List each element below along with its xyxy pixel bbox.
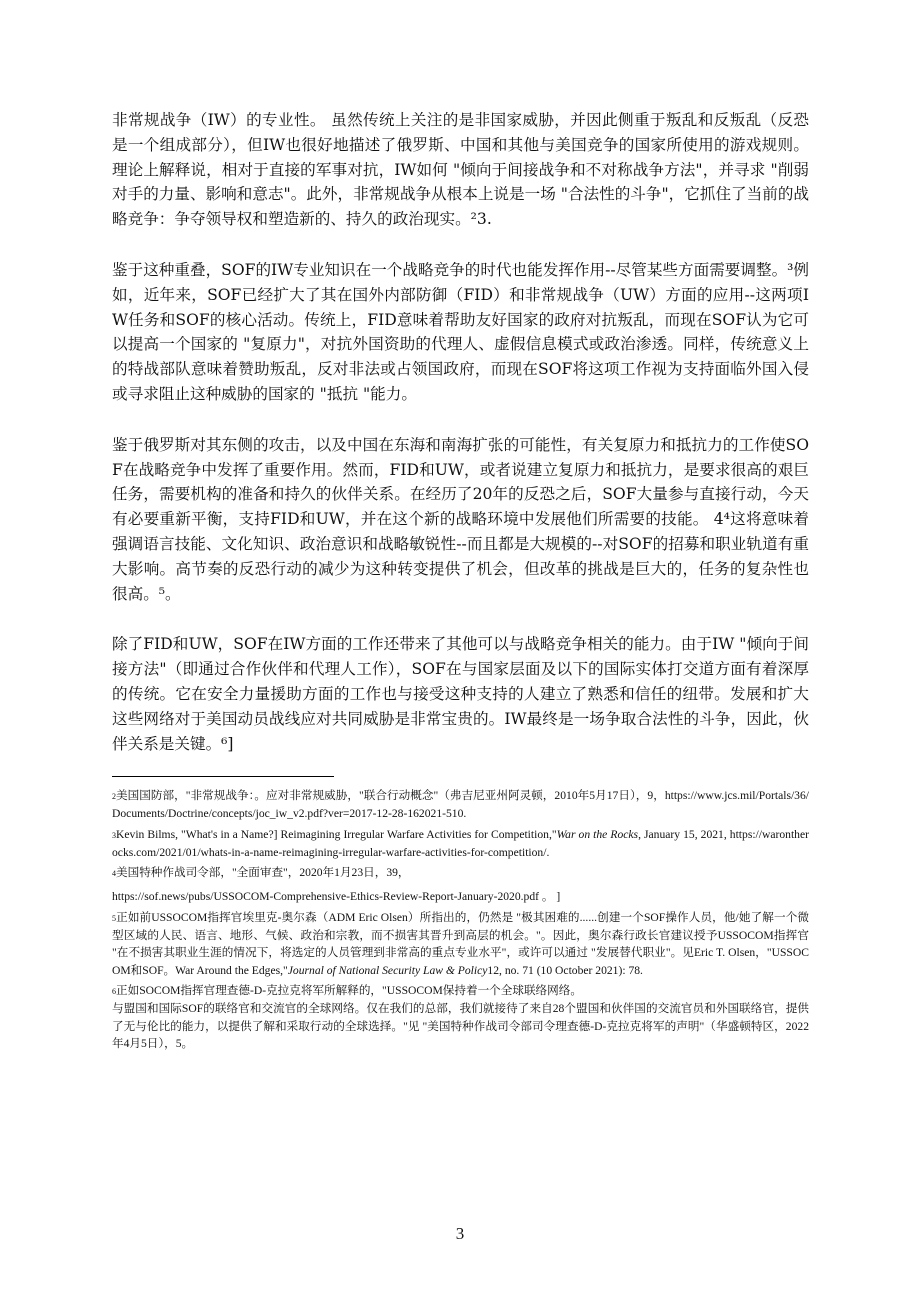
footnote-4 — [112, 864, 809, 882]
footnote-text-after: 12, no. 71 (10 October 2021): 78. — [487, 963, 643, 977]
footnote-number: 2 — [112, 792, 116, 801]
footnote-text: 美国特种作战司令部，"全面审查"，2020年1月23日，39， — [116, 866, 410, 880]
paragraph-2: 鉴于这种重叠，SOF的IW专业知识在一个战略竞争的时代也能发挥作用--尽管某些方面需要调整。³例如，近年来，SOF已经扩大了其在国外内部防御（FID）和非常规战争（UW）方面的应用--这两项IW任务和SOF的核心活动。传统上，FID意味着帮助友好国家的政府对抗叛乱，而现在SOF认为它可以提高一个国家的 "复原力"，对抗外国资助的代理人、虚假信息模式或政治渗透。同样，传统意义上的特战部队意味着赞助叛乱，反对非法或占领国政府，而现在SOF将这项工作视为支持面临外国入侵或寻求阻止这种威胁的国家的 "抵抗 "能力。 — [112, 260, 810, 403]
footnote-text: 正如SOCOM指挥官理查德-D-克拉克将军所解释的，"USSOCOM保持着一个全球联络网络。 — [116, 983, 582, 997]
paragraph-1: 非常规战争（IW）的专业性。 虽然传统上关注的是非国家威胁，并因此侧重于叛乱和反叛乱（反恐是一个组成部分），但IW也很好地描述了俄罗斯、中国和其他与美国竞争的国家所使用的游戏规则。理论上解释说，相对于直接的军事对抗，IW如何 "倾向于间接战争和不对称战争方法"，并寻求 "削弱对手的力量、影响和意志"。此外，非常规战争从根本上说是一场 "合法性的斗争"，它抓住了当前的战略竞争：争夺领导权和塑造新的、持久的政治现实。²3. — [112, 111, 810, 229]
footnote-5 — [112, 909, 809, 979]
footnote-3 — [112, 826, 809, 862]
footnote-number: 3 — [112, 830, 116, 840]
footnote-number: 5 — [112, 913, 116, 923]
footnote-separator — [112, 776, 334, 777]
paragraph-3: 鉴于俄罗斯对其东侧的攻击，以及中国在东海和南海扩张的可能性，有关复原力和抵抗力的工作使SOF在战略竞争中发挥了重要作用。然而，FID和UW，或者说建立复原力和抵抗力，是要求很高的艰巨任务，需要机构的准备和持久的伙伴关系。在经历了20年的反恐之后，SOF大量参与直接行动，今天有必要重新平衡，支持FID和UW，并在这个新的战略环境中发展他们所需要的技能。 4⁴这将意味着强调语言技能、文化知识、政治意识和战略敏锐性--而且都是大规模的--对SOF的招募和职业轨道有重大影响。高节奏的反恐行动的减少为这种转变提供了机会，但改革的挑战是巨大的，任务的复杂性也很高。⁵。 — [112, 435, 809, 603]
footnote-italic-title: Journal of National Security Law & Policy — [287, 963, 488, 977]
footnote-2 — [112, 787, 809, 823]
paragraph-4: 除了FID和UW，SOF在IW方面的工作还带来了其他可以与战略竞争相关的能力。由于IW "倾向于间接方法"（即通过合作伙伴和代理人工作），SOF在与国家层面及以下的国际实体打交道方面有着深厚的传统。它在安全力量援助方面的工作也与接受这种支持的人建立了熟悉和信任的纽带。发展和扩大这些网络对于美国动员战线应对共同威胁是非常宝贵的。IW最终是一场争取合法性的斗争，因此，伙伴关系是关键。⁶] — [112, 635, 809, 753]
footnote-6-continued — [112, 1000, 809, 1052]
footnote-text: 美国国防部，"非常规战争：。应对非常规威胁，"联合行动概念"（弗吉尼亚州阿灵顿，2010年5月17日），9，https://www.jcs.mil/Portals/36/Documents/Doctrine/concepts/joc_iw_v2.pdf?ver=2017-12-28-162021-510. — [112, 789, 809, 821]
footnote-text: 与盟国和国际SOF的联络官和交流官的全球网络。仅在我们的总部，我们就接待了来自28个盟国和伙伴国的交流官员和外国联络官，提供了无与伦比的能力，以提供了解和采取行动的全球选择。"见 "美国特种作战司令部司令理查德-D-克拉克将军的声明"（华盛顿特区，2022年4月5日），5。 — [112, 1002, 809, 1050]
page-number: 3 — [455, 1224, 465, 1243]
footnotes — [112, 787, 809, 1055]
footnote-italic-title: War on the Rocks — [556, 827, 639, 841]
footnote-6 — [112, 982, 809, 1000]
footnote-text: https://sof.news/pubs/USSOCOM-Comprehensive-Ethics-Review-Report-January-2020.pdf 。 ] — [112, 890, 561, 904]
footnote-text-after: , January 15, 2021, https://warontherocks.com/2021/01/whats-in-a-name-reimagining-irregular-warfare-activities-for-competition/. — [112, 827, 809, 859]
footnote-number: 6 — [112, 986, 116, 996]
footnote-text: 正如前USSOCOM指挥官埃里克-奥尔森（ADM Eric Olsen）所指出的，仍然是 "极其困难的......创建一个SOF操作人员，他/她了解一个微型区域的人民、语言、地形、气候、政治和宗教，而不损害其晋升到高层的机会。"。因此，奥尔森行政长官建议授予USSOCOM指挥官 "在不损害其职业生涯的情况下，将选定的人员管理到非常高的重点专业水平"，或许可以通过 "发展替代职业"。见Eric T. Olsen，"USSOCOM和SOF。War Around the Edges," — [112, 910, 809, 977]
body-text — [112, 108, 809, 782]
footnote-number: 4 — [112, 869, 116, 879]
footnote-4-continued — [112, 888, 809, 905]
footnote-text: Kevin Bilms, "What's in a Name?] Reimagining Irregular Warfare Activities for Competition," — [116, 827, 557, 841]
